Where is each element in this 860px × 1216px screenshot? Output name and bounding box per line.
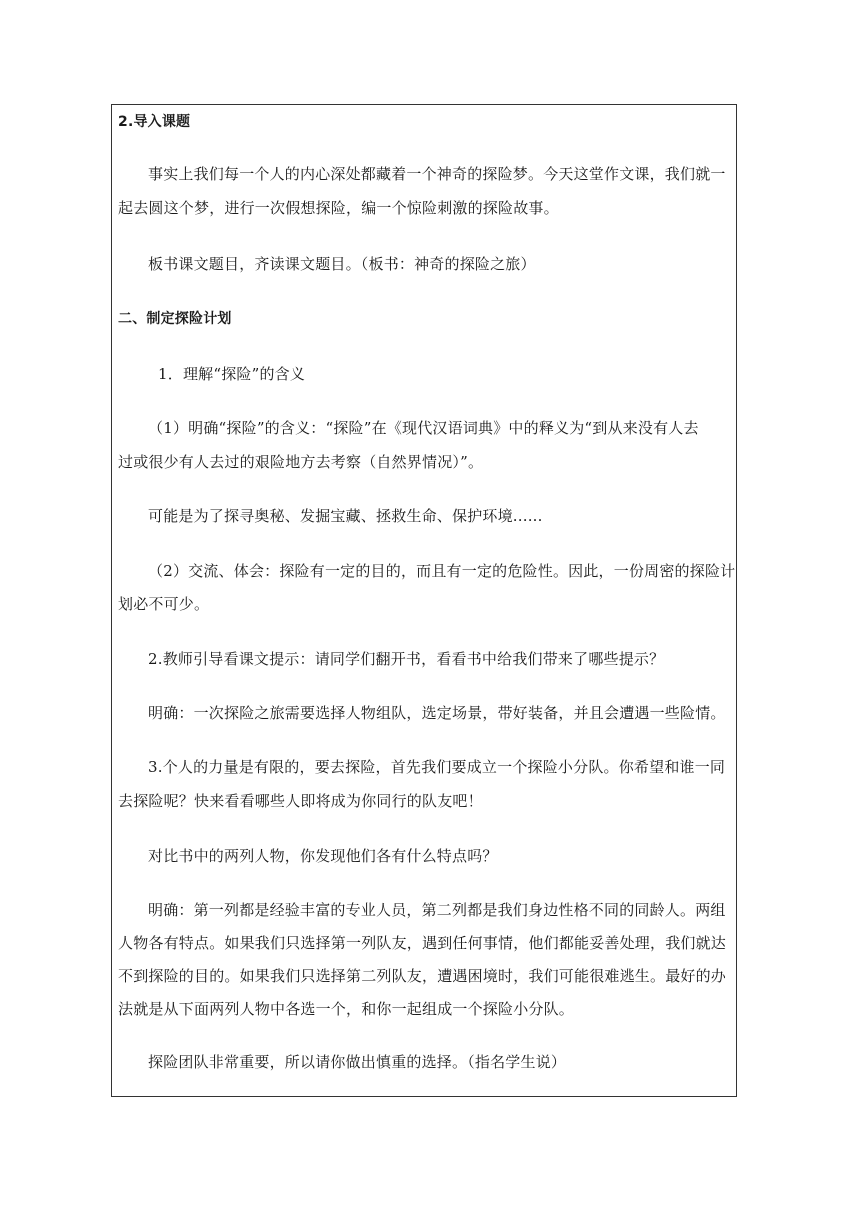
paragraph-line: 明确：一次探险之旅需要选择人物组队，选定场景，带好装备，并且会遭遇一些险情。 xyxy=(148,704,726,722)
paragraph-line: 过或很少有人去过的艰险地方去考察（自然界情况）”。 xyxy=(118,453,484,471)
paragraph-line: 对比书中的两列人物，你发现他们各有什么特点吗？ xyxy=(148,847,498,865)
section-heading-plan: 二、制定探险计划 xyxy=(118,311,232,327)
paragraph-line: 2.教师引导看课文提示：请同学们翻开书，看看书中给我们带来了哪些提示？ xyxy=(148,650,665,668)
paragraph-line: 人物各有特点。如果我们只选择第一列队友，遇到任何事情，他们都能妥善处理，我们就达 xyxy=(118,934,727,952)
paragraph-line: 探险团队非常重要，所以请你做出慎重的选择。（指名学生说） xyxy=(148,1053,567,1071)
paragraph-line: 板书课文题目，齐读课文题目。（板书：神奇的探险之旅） xyxy=(148,255,536,273)
paragraph-line: 3.个人的力量是有限的，要去探险，首先我们要成立一个探险小分队。你希望和谁一同 xyxy=(148,758,726,776)
paragraph-line: 明确：第一列都是经验丰富的专业人员，第二列都是我们身边性格不同的同龄人。两组 xyxy=(148,901,726,919)
paragraph-line: （2）交流、体会：探险有一定的目的，而且有一定的危险性。因此，一份周密的探险计 xyxy=(148,562,736,580)
paragraph-line: 起去圆这个梦，进行一次假想探险，编一个惊险刺激的探险故事。 xyxy=(118,199,559,217)
paragraph-line: 划必不可少。 xyxy=(118,595,210,613)
paragraph-line: 事实上我们每一个人的内心深处都藏着一个神奇的探险梦。今天这堂作文课，我们就一 xyxy=(148,165,726,183)
subheading-line: 1．理解“探险”的含义 xyxy=(158,365,306,383)
paragraph-line: 去探险呢？快来看看哪些人即将成为你同行的队友吧！ xyxy=(118,792,483,810)
paragraph-line: 法就是从下面两列人物中各选一个，和你一起组成一个探险小分队。 xyxy=(118,1000,575,1018)
paragraph-line: 可能是为了探寻奥秘、发掘宝藏、拯救生命、保护环境...... xyxy=(148,507,543,525)
section-heading-intro: 2.导入课题 xyxy=(118,114,191,130)
paragraph-line: （1）明确“探险”的含义：“探险”在《现代汉语词典》中的释义为“到从来没有人去 xyxy=(148,419,699,437)
paragraph-line: 不到探险的目的。如果我们只选择第二列队友，遭遇困境时，我们可能很难逃生。最好的办 xyxy=(118,967,727,985)
